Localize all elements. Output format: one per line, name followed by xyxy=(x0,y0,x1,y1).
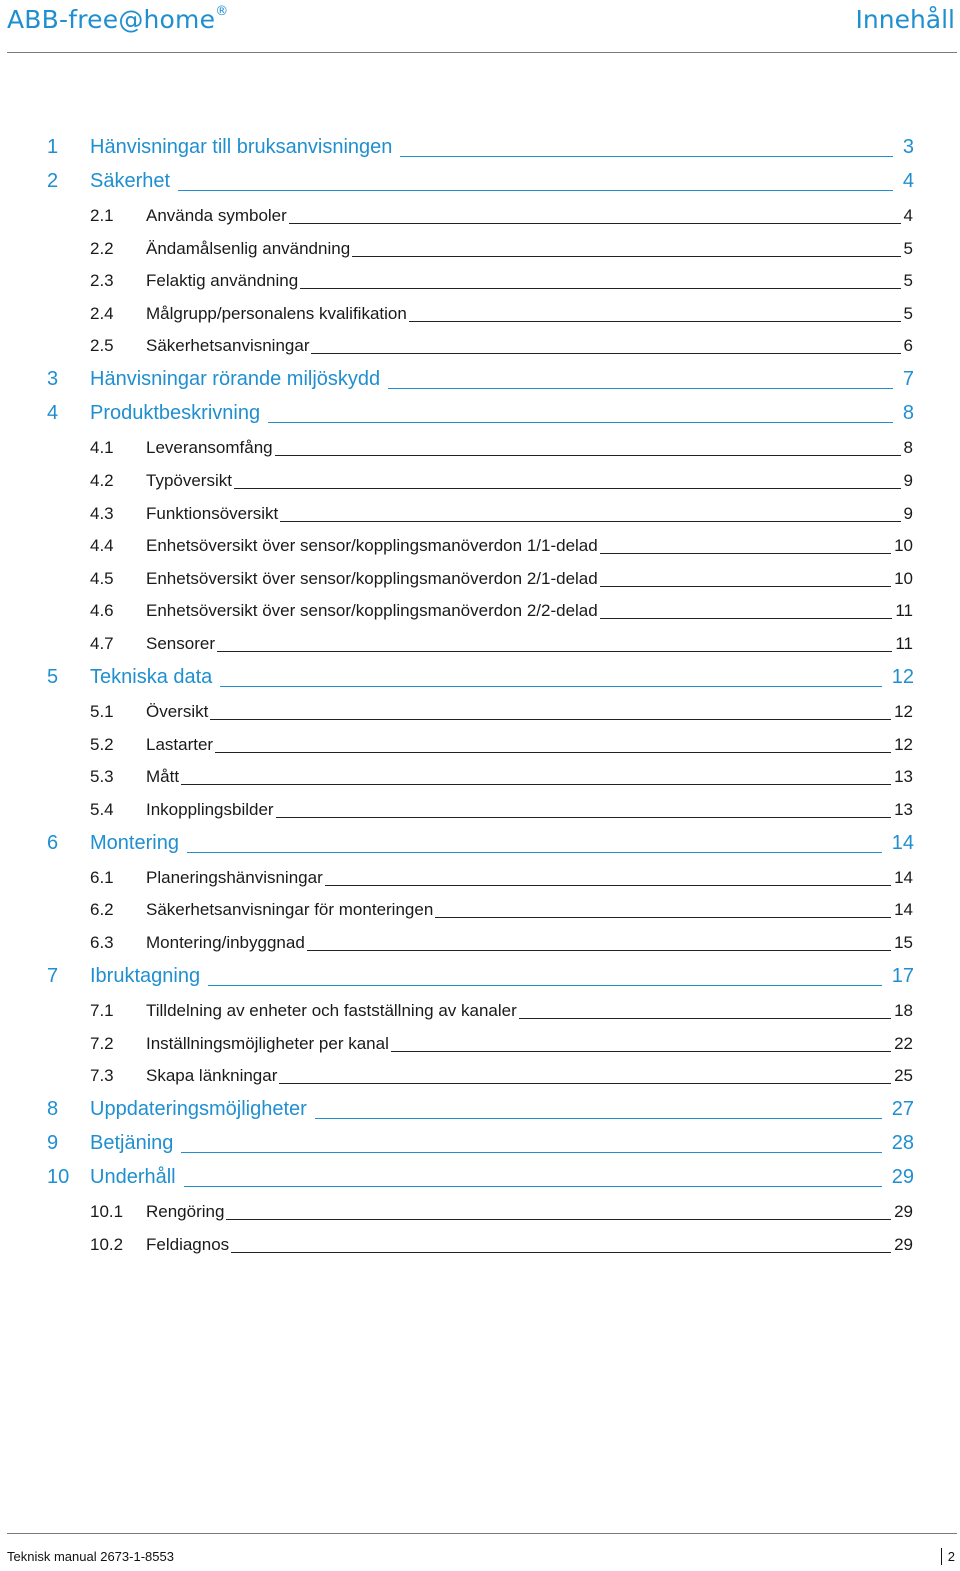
toc-entry[interactable] xyxy=(0,432,960,464)
toc-leader-line xyxy=(311,353,900,354)
toc-leader-line xyxy=(187,852,882,853)
toc-entry-number: 5.4 xyxy=(90,799,114,819)
toc-entry-title: Översikt xyxy=(146,702,209,721)
toc-entry[interactable] xyxy=(0,563,960,595)
toc-leader-line xyxy=(600,553,891,554)
toc-entry-page: 13 xyxy=(894,799,913,819)
toc-entry-page: 12 xyxy=(891,666,914,688)
toc-entry-title: Underhåll xyxy=(90,1166,176,1189)
toc-entry[interactable] xyxy=(0,1094,960,1126)
toc-entry-title: Lastarter xyxy=(146,734,214,754)
toc-entry-title: Uppdateringsmöjligheter xyxy=(90,1098,307,1121)
toc-entry-page: 29 xyxy=(894,1234,913,1254)
toc-entry-title: Enhetsöversikt över sensor/kopplingsmanöverdon 1/1-delad xyxy=(146,536,598,556)
toc-entry[interactable] xyxy=(0,628,960,660)
toc-entry-number: 10.1 xyxy=(90,1202,124,1222)
toc-entry-number: 7.2 xyxy=(90,1033,114,1053)
toc-entry-number: 10.2 xyxy=(90,1234,124,1254)
toc-entry-page: 10 xyxy=(894,568,913,588)
toc-entry-number: 4.3 xyxy=(90,503,114,523)
toc-entry-number: 6.2 xyxy=(90,900,114,920)
toc-entry[interactable] xyxy=(0,465,960,497)
toc-entry-page: 13 xyxy=(894,767,913,787)
toc-entry-number: 4.1 xyxy=(90,438,114,458)
toc-entry-title: Ibruktagning xyxy=(90,965,201,987)
toc-leader-line xyxy=(391,1051,891,1052)
toc-entry-number: 5.2 xyxy=(90,734,114,754)
toc-leader-line xyxy=(178,190,893,191)
toc-leader-line xyxy=(519,1018,891,1019)
toc-entry-title: Skapa länkningar xyxy=(146,1066,278,1086)
toc-entry-title: Tekniska data xyxy=(90,666,213,688)
toc-entry-title: Feldiagnos xyxy=(146,1234,230,1254)
toc-entry[interactable] xyxy=(0,961,960,993)
toc-entry-number: 7.1 xyxy=(90,1001,114,1020)
toc-leader-line xyxy=(600,586,891,587)
toc-entry-title: Leveransomfång xyxy=(146,438,273,458)
toc-entry-number: 7 xyxy=(47,965,59,987)
toc-entry-number: 1 xyxy=(47,136,59,158)
toc-entry-page: 3 xyxy=(902,136,914,158)
toc-entry-number: 2.4 xyxy=(90,303,114,323)
toc-entry-page: 11 xyxy=(895,601,913,621)
toc-leader-line xyxy=(268,422,893,423)
toc-entry[interactable] xyxy=(0,132,960,164)
toc-entry-number: 9 xyxy=(47,1132,59,1155)
toc-entry-title: Säkerhetsanvisningar för monteringen xyxy=(146,900,434,920)
toc-leader-line xyxy=(289,223,901,224)
toc-entry[interactable] xyxy=(0,530,960,562)
toc-entry[interactable] xyxy=(0,696,960,728)
toc-entry-title: Mått xyxy=(146,767,180,787)
toc-entry-number: 3 xyxy=(47,368,59,391)
toc-leader-line xyxy=(226,1219,891,1220)
toc-entry-page: 5 xyxy=(903,271,913,291)
toc-entry-title: Felaktig användning xyxy=(146,271,299,291)
toc-entry-number: 4.5 xyxy=(90,568,114,588)
toc-leader-line xyxy=(280,521,900,522)
toc-entry[interactable] xyxy=(0,828,960,860)
toc-entry-title: Säkerhetsanvisningar xyxy=(146,336,310,356)
toc-entry-page: 12 xyxy=(894,702,913,721)
toc-entry[interactable] xyxy=(0,927,960,959)
section-title: Innehåll xyxy=(855,5,955,34)
toc-entry-title: Säkerhet xyxy=(90,170,171,192)
toc-entry[interactable] xyxy=(0,330,960,362)
toc-leader-line xyxy=(409,321,901,322)
toc-entry-title: Produktbeskrivning xyxy=(90,402,261,425)
toc-entry-page: 17 xyxy=(891,965,914,987)
toc-entry-page: 22 xyxy=(894,1033,913,1053)
footer-divider xyxy=(7,1533,957,1534)
toc-entry-number: 6.1 xyxy=(90,867,114,887)
toc-entry[interactable] xyxy=(0,498,960,530)
footer-page-number: 2 xyxy=(941,1548,955,1565)
toc-entry[interactable] xyxy=(0,761,960,793)
brand-name: ABB-free@home xyxy=(7,5,216,34)
toc-entry[interactable] xyxy=(0,1162,960,1194)
toc-entry-page: 27 xyxy=(891,1098,914,1121)
toc-entry-title: Målgrupp/personalens kvalifikation xyxy=(146,303,407,323)
toc-entry-number: 5.3 xyxy=(90,767,114,787)
toc-entry-page: 29 xyxy=(894,1202,913,1222)
toc-leader-line xyxy=(325,885,891,886)
toc-entry[interactable] xyxy=(0,595,960,627)
toc-entry[interactable] xyxy=(0,233,960,265)
toc-entry-page: 9 xyxy=(903,503,913,523)
toc-entry-number: 7.3 xyxy=(90,1066,114,1086)
toc-entry-number: 2 xyxy=(47,170,59,192)
toc-leader-line xyxy=(215,752,891,753)
toc-entry[interactable] xyxy=(0,1229,960,1261)
toc-leader-line xyxy=(208,985,882,986)
toc-leader-line xyxy=(279,1083,891,1084)
toc-entry-page: 4 xyxy=(902,170,914,192)
toc-entry[interactable] xyxy=(0,995,960,1027)
toc-leader-line xyxy=(234,488,901,489)
toc-leader-line xyxy=(435,917,891,918)
toc-entry[interactable] xyxy=(0,265,960,297)
toc-entry-title: Betjäning xyxy=(90,1132,174,1155)
toc-entry-number: 5 xyxy=(47,666,59,688)
toc-entry[interactable] xyxy=(0,166,960,198)
toc-entry-number: 4.4 xyxy=(90,536,114,556)
toc-entry-number: 4.2 xyxy=(90,471,114,490)
toc-entry[interactable] xyxy=(0,1060,960,1092)
toc-entry-number: 2.5 xyxy=(90,336,114,356)
toc-entry-title: Tilldelning av enheter och fastställning av kanaler xyxy=(146,1001,517,1020)
toc-entry-title: Enhetsöversikt över sensor/kopplingsmanöverdon 2/1-delad xyxy=(146,568,598,588)
toc-entry-number: 6.3 xyxy=(90,933,114,952)
toc-entry[interactable] xyxy=(0,200,960,232)
toc-entry-title: Rengöring xyxy=(146,1202,225,1222)
toc-entry-page: 28 xyxy=(891,1132,914,1155)
toc-entry[interactable] xyxy=(0,729,960,761)
toc-entry-page: 8 xyxy=(903,438,913,458)
toc-entry-page: 25 xyxy=(894,1066,913,1086)
toc-entry[interactable] xyxy=(0,1128,960,1160)
toc-entry-page: 5 xyxy=(903,238,913,258)
toc-entry-number: 2.1 xyxy=(90,206,114,225)
toc-entry-title: Montering xyxy=(90,831,179,854)
toc-entry[interactable] xyxy=(0,1196,960,1228)
toc-leader-line xyxy=(181,784,891,785)
toc-entry-number: 4.7 xyxy=(90,634,114,653)
toc-entry-page: 5 xyxy=(903,303,913,323)
toc-entry-title: Hänvisningar till bruksanvisningen xyxy=(90,136,393,158)
toc-entry-title: Typöversikt xyxy=(146,471,232,490)
toc-entry-title: Planeringshänvisningar xyxy=(146,867,323,887)
toc-leader-line xyxy=(307,950,891,951)
toc-leader-line xyxy=(181,1152,881,1153)
toc-entry-number: 2.2 xyxy=(90,238,114,258)
toc-entry-title: Enhetsöversikt över sensor/kopplingsmanöverdon 2/2-delad xyxy=(146,601,598,621)
toc-entry-number: 5.1 xyxy=(90,702,114,721)
toc-entry-page: 7 xyxy=(902,368,914,391)
toc-entry-page: 6 xyxy=(903,336,913,356)
toc-leader-line xyxy=(210,719,891,720)
toc-entry-number: 4.6 xyxy=(90,601,114,621)
toc-entry[interactable] xyxy=(0,1028,960,1060)
toc-leader-line xyxy=(352,256,900,257)
toc-leader-line xyxy=(184,1186,882,1187)
toc-entry-page: 10 xyxy=(894,536,913,556)
toc-leader-line xyxy=(275,455,901,456)
toc-entry[interactable] xyxy=(0,364,960,396)
toc-leader-line xyxy=(600,618,893,619)
toc-entry[interactable] xyxy=(0,862,960,894)
toc-entry-title: Sensorer xyxy=(146,634,215,653)
footer-document-id: Teknisk manual 2673-1-8553 xyxy=(7,1549,174,1564)
toc-entry-title: Inställningsmöjligheter per kanal xyxy=(146,1033,389,1053)
toc-entry-title: Inkopplingsbilder xyxy=(146,799,274,819)
toc-leader-line xyxy=(400,156,892,157)
toc-leader-line xyxy=(276,817,891,818)
toc-entry-page: 9 xyxy=(903,471,913,490)
toc-entry[interactable] xyxy=(0,794,960,826)
toc-entry-title: Funktionsöversikt xyxy=(146,503,279,523)
toc-entry-title: Ändamålsenlig användning xyxy=(146,238,351,258)
toc-entry[interactable] xyxy=(0,662,960,694)
toc-leader-line xyxy=(217,651,892,652)
toc-entry-page: 12 xyxy=(894,734,913,754)
toc-entry-title: Montering/inbyggnad xyxy=(146,933,305,952)
toc-entry-number: 4 xyxy=(47,402,59,425)
toc-entry-number: 8 xyxy=(47,1098,59,1121)
toc-entry-page: 29 xyxy=(891,1166,914,1189)
brand-logo-text xyxy=(7,5,228,34)
toc-leader-line xyxy=(315,1118,882,1119)
toc-leader-line xyxy=(388,388,893,389)
toc-entry[interactable] xyxy=(0,398,960,430)
toc-entry-number: 2.3 xyxy=(90,271,114,291)
toc-entry[interactable] xyxy=(0,298,960,330)
header-divider xyxy=(7,52,957,53)
toc-leader-line xyxy=(231,1252,891,1253)
toc-leader-line xyxy=(220,686,881,687)
toc-entry[interactable] xyxy=(0,894,960,926)
page-header xyxy=(0,0,960,56)
toc-entry-page: 14 xyxy=(894,867,913,887)
toc-entry-page: 14 xyxy=(891,831,914,854)
toc-entry-title: Hänvisningar rörande miljöskydd xyxy=(90,368,381,391)
toc-entry-page: 11 xyxy=(895,634,913,653)
toc-entry-number: 10 xyxy=(47,1166,70,1189)
toc-entry-page: 4 xyxy=(903,206,913,225)
toc-entry-page: 15 xyxy=(894,933,913,952)
toc-leader-line xyxy=(300,288,900,289)
toc-entry-page: 14 xyxy=(894,900,913,920)
toc-entry-page: 18 xyxy=(894,1001,913,1020)
toc-entry-title: Använda symboler xyxy=(146,206,287,225)
registered-mark: ® xyxy=(215,3,229,19)
toc-entry-page: 8 xyxy=(902,402,914,425)
toc-entry-number: 6 xyxy=(47,831,59,854)
